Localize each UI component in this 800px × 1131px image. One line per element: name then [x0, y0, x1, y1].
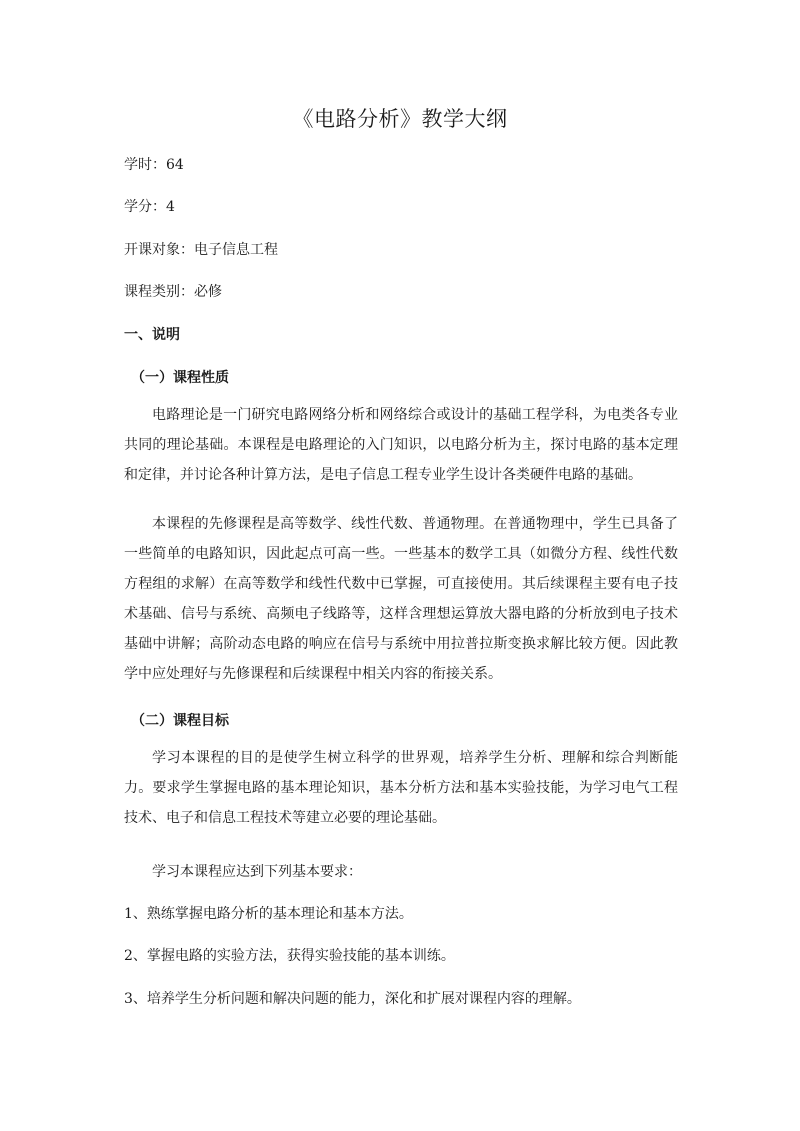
document-title: 《电路分析》教学大纲: [292, 107, 508, 131]
paragraph-prerequisites: 本课程的先修课程是高等数学、线性代数、普通物理。在普通物理中，学生已具备了一些简单的电路知识，因此起点可高一些。一些基本的数学工具（如微分方程、线性代数方程组的求解）在高等数学和线性代数中已掌握，可直接使用。其后续课程主要有电子技术基础、信号与系统、高频电子线路等，这样含理想运算放大器电路的分析放到电子技术基础中讲解；高阶动态电路的响应在信号与系统中用拉普拉斯变换求解比较方便。因此教学中应处理好与先修课程和后续课程中相关内容的衔接关系。: [124, 516, 678, 682]
subsection-heading-nature: （一）课程性质: [131, 370, 229, 386]
paragraph-objectives: 学习本课程的目的是使学生树立科学的世界观，培养学生分析、理解和综合判断能力。要求学生掌握电路的基本理论知识，基本分析方法和基本实验技能，为学习电气工程技术、电子和信息工程技术等建立必要的理论基础。: [124, 750, 678, 826]
course-category: 课程类别：必修: [124, 284, 222, 300]
subsection-heading-objectives: （二）课程目标: [131, 713, 229, 729]
requirement-item: 2、掌握电路的实验方法，获得实验技能的基本训练。: [124, 948, 455, 964]
requirement-item: 3、培养学生分析问题和解决问题的能力，深化和扩展对课程内容的理解。: [124, 991, 581, 1007]
course-credits: 学分：4: [124, 199, 175, 215]
requirements-intro: 学习本课程应达到下列基本要求：: [152, 864, 362, 880]
course-hours: 学时：64: [124, 157, 184, 173]
paragraph-course-nature: 电路理论是一门研究电路网络分析和网络综合或设计的基础工程学科，为电类各专业共同的理论基础。本课程是电路理论的入门知识，以电路分析为主，探讨电路的基本定理和定律，并讨论各种计算方法，是电子信息工程专业学生设计各类硬件电路的基础。: [124, 407, 678, 483]
course-audience: 开课对象：电子信息工程: [124, 242, 278, 258]
requirement-item: 1、熟练掌握电路分析的基本理论和基本方法。: [124, 906, 413, 922]
section-heading-explanation: 一、说明: [124, 327, 180, 343]
